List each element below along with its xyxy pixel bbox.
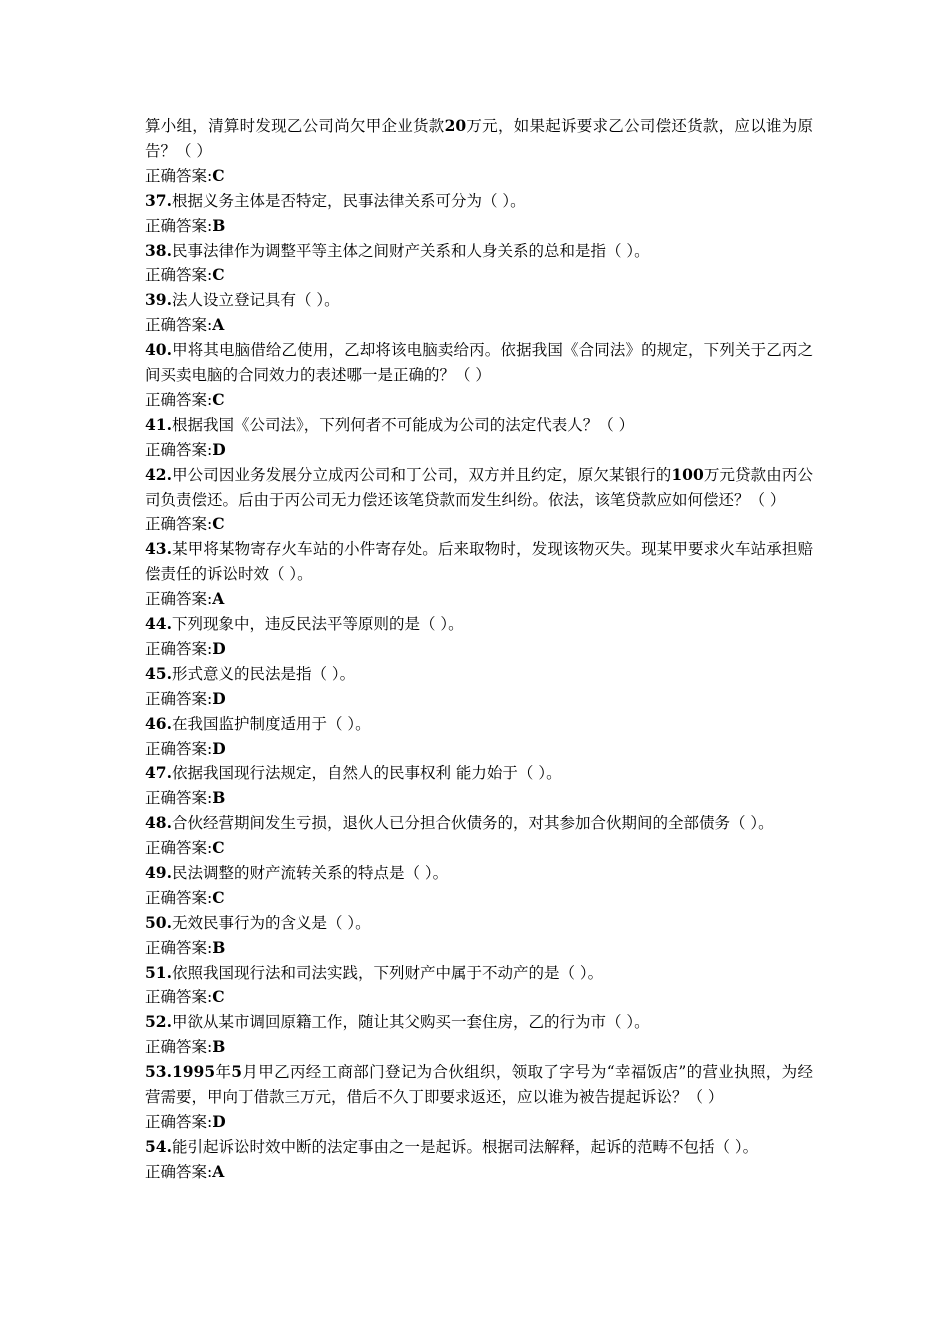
- question-number: 50.: [145, 912, 172, 932]
- question-item: [145, 712, 813, 737]
- answer-value: D: [212, 1111, 226, 1131]
- question-text: 1995年5月甲乙丙经工商部门登记为合伙组织，领取了字号为“幸福饭店”的营业执照，为经营需要，甲向丁借款三万元，借后不久丁即要求返还，应以谁为被告提起诉讼？（ ）: [145, 1062, 813, 1107]
- question-number: 40.: [145, 340, 172, 360]
- question-number: 39.: [145, 290, 172, 310]
- answer-label: 正确答案:: [145, 888, 213, 907]
- question-item: [145, 288, 813, 313]
- answer-value: C: [212, 389, 225, 409]
- question-number: 43.: [145, 539, 172, 559]
- question-item: [145, 1010, 813, 1035]
- question-text: 在我国监护制度适用于（ ）。: [171, 714, 371, 733]
- answer-label: 正确答案:: [145, 839, 213, 858]
- question-number: 42.: [145, 464, 172, 484]
- question-number: 48.: [145, 813, 172, 833]
- question-item: [145, 1135, 813, 1160]
- question-item: [145, 1060, 813, 1110]
- question-item: [145, 612, 813, 637]
- question-item: [145, 189, 813, 214]
- answer-line: [145, 1035, 813, 1060]
- answer-value: C: [212, 514, 225, 534]
- answer-value: C: [212, 987, 225, 1007]
- question-item: [145, 338, 813, 388]
- question-text: 依据我国现行法规定，自然人的民事权利 能力始于（ ）。: [171, 764, 562, 783]
- answer-line: [145, 687, 813, 712]
- answer-value: D: [212, 688, 226, 708]
- question-text: 根据义务主体是否特定，民事法律关系可分为（ ）。: [171, 191, 526, 210]
- answer-label: 正确答案:: [145, 316, 213, 335]
- answer-line: [145, 214, 813, 239]
- answer-line: [145, 587, 813, 612]
- question-text: 根据我国《公司法》，下列何者不可能成为公司的法定代表人？（ ）: [171, 415, 635, 434]
- answer-value: C: [212, 265, 225, 285]
- question-item: [145, 463, 813, 513]
- answer-line: [145, 263, 813, 288]
- question-text: 民事法律作为调整平等主体之间财产关系和人身关系的总和是指（ ）。: [171, 241, 650, 260]
- question-list: [145, 189, 813, 1185]
- answer-label: 正确答案:: [145, 1112, 213, 1131]
- question-item: [145, 861, 813, 886]
- answer-label: 正确答案:: [145, 739, 213, 758]
- answer-line: [145, 438, 813, 463]
- answer-line: [145, 313, 813, 338]
- answer-label: 正确答案:: [145, 639, 213, 658]
- question-number: 45.: [145, 663, 172, 683]
- question-item: [145, 911, 813, 936]
- answer-line: [145, 936, 813, 961]
- question-item: [145, 662, 813, 687]
- answer-label: 正确答案:: [145, 216, 213, 235]
- question-number: 38.: [145, 240, 172, 260]
- question-text: 合伙经营期间发生亏损，退伙人已分担合伙债务的，对其参加合伙期间的全部债务（ ）。: [171, 814, 774, 833]
- question-text: 形式意义的民法是指（ ）。: [171, 664, 356, 683]
- answer-label: 正确答案:: [145, 590, 213, 609]
- question-number: 37.: [145, 190, 172, 210]
- answer-value: D: [212, 638, 226, 658]
- answer-value: B: [212, 1037, 226, 1057]
- question-text: 甲将其电脑借给乙使用，乙却将该电脑卖给丙。依据我国《合同法》的规定，下列关于乙丙之间买卖电脑的合同效力的表述哪一是正确的？（ ）: [145, 341, 813, 384]
- answer-label: 正确答案:: [145, 390, 213, 409]
- question-text: 下列现象中，违反民法平等原则的是（ ）。: [171, 615, 464, 633]
- answer-line: [145, 512, 813, 537]
- answer-label: 正确答案:: [145, 166, 213, 185]
- lead-question-text: 算小组，清算时发现乙公司尚欠甲企业货款20万元，如果起诉要求乙公司偿还货款，应以谁为原告？（ ）: [145, 116, 813, 160]
- question-item: [145, 239, 813, 264]
- answer-line: [145, 1160, 813, 1185]
- answer-label: 正确答案:: [145, 515, 213, 534]
- answer-label: 正确答案:: [145, 266, 213, 285]
- question-number: 51.: [145, 962, 172, 982]
- question-item: [145, 811, 813, 836]
- question-number: 47.: [145, 763, 172, 783]
- question-number: 54.: [145, 1136, 172, 1156]
- answer-label: 正确答案:: [145, 988, 213, 1007]
- answer-line: [145, 886, 813, 911]
- question-text: 某甲将某物寄存火车站的小件寄存处。后来取物时，发现该物灭失。现某甲要求火车站承担赔偿责任的诉讼时效（ ）。: [145, 540, 813, 584]
- question-number: 44.: [145, 614, 172, 633]
- answer-line: [145, 985, 813, 1010]
- question-item: [145, 761, 813, 786]
- answer-value: C: [212, 838, 225, 858]
- answer-label: 正确答案:: [145, 689, 213, 708]
- answer-value: D: [212, 439, 226, 459]
- question-item: [145, 413, 813, 438]
- answer-line: [145, 737, 813, 762]
- lead-answer-line: [145, 164, 813, 189]
- answer-line: [145, 1110, 813, 1135]
- answer-value: B: [212, 215, 226, 235]
- answer-label: 正确答案:: [145, 938, 213, 957]
- question-number: 53.: [145, 1062, 172, 1082]
- question-text: 民法调整的财产流转关系的特点是（ ）。: [171, 863, 449, 882]
- question-text: 甲欲从某市调回原籍工作，随让其父购买一套住房，乙的行为市（ ）。: [171, 1013, 650, 1032]
- answer-line: [145, 388, 813, 413]
- answer-value: A: [212, 315, 225, 335]
- question-text: 无效民事行为的含义是（ ）。: [171, 913, 371, 932]
- question-number: 52.: [145, 1012, 172, 1032]
- question-number: 46.: [145, 713, 172, 733]
- question-text: 能引起诉讼时效中断的法定事由之一是起诉。根据司法解释，起诉的范畴不包括（ ）。: [171, 1137, 759, 1156]
- answer-label: 正确答案:: [145, 789, 213, 808]
- question-number: 49.: [145, 862, 172, 882]
- document-body: [145, 114, 813, 1185]
- question-number: 41.: [145, 414, 172, 434]
- answer-label: 正确答案:: [145, 440, 213, 459]
- answer-line: [145, 836, 813, 861]
- answer-value: A: [212, 589, 225, 609]
- answer-line: [145, 786, 813, 811]
- answer-value: D: [212, 738, 226, 758]
- question-text: 法人设立登记具有（ ）。: [171, 291, 340, 310]
- answer-value: C: [212, 887, 225, 907]
- answer-line: [145, 637, 813, 662]
- answer-label: 正确答案:: [145, 1162, 213, 1181]
- answer-value: B: [212, 937, 226, 957]
- question-item: [145, 537, 813, 587]
- answer-value: C: [212, 165, 225, 185]
- answer-value: B: [212, 788, 226, 808]
- question-text: 甲公司因业务发展分立成丙公司和丁公司，双方并且约定，原欠某银行的100万元贷款由丙公司负责偿还。后由于丙公司无力偿还该笔贷款而发生纠纷。依法，该笔贷款应如何偿还？（ ）: [145, 464, 813, 509]
- question-item: [145, 961, 813, 986]
- question-text: 依照我国现行法和司法实践，下列财产中属于不动产的是（ ）。: [171, 963, 604, 982]
- answer-value: A: [212, 1161, 225, 1181]
- answer-label: 正确答案:: [145, 1038, 213, 1057]
